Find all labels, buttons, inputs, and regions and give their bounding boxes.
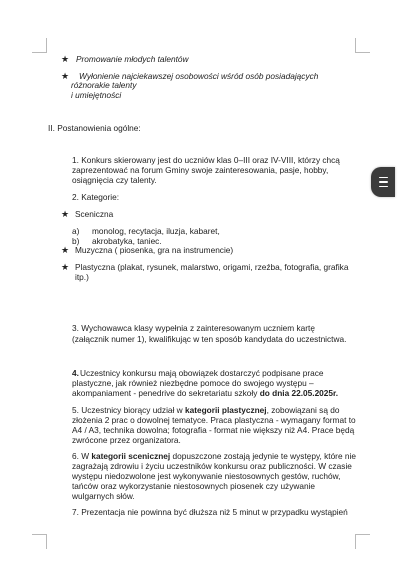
category-plastyczna-line-2: itp.) bbox=[75, 272, 89, 282]
paragraph-1-line-1: 1. Konkurs skierowany jest do uczniów klas 0–III oraz IV-VIII, którzy chcą bbox=[72, 155, 340, 165]
paragraph-5-line-1: 5. Uczestnicy biorący udział w kategorii plastycznej, zobowiązani są do bbox=[72, 405, 340, 415]
sub-item-b: akrobatyka, taniec. bbox=[92, 236, 162, 246]
goal-item-2-line-3: i umiejętności bbox=[71, 90, 122, 100]
paragraph-3-line-2: (załącznik numer 1), kwalifikując w ten sposób kandydata do uczestnictwa. bbox=[72, 334, 347, 344]
paragraph-5-line-3: A4 / A3, technika dowolna; fotografia - format nie większy niż A4. Prace będą bbox=[72, 425, 355, 435]
category-sceniczna: Sceniczna bbox=[75, 209, 114, 219]
paragraph-6-line-2: zagrażają zdrowiu i życiu uczestników konkursu oraz publiczności. W czasie bbox=[72, 461, 352, 471]
star-bullet-icon: ★ bbox=[61, 209, 70, 219]
paragraph-4-line-1: Uczestnicy konkursu mają obowiązek dostarczyć podpisane prace bbox=[80, 368, 324, 378]
paragraph-5-line-4: zwrócone przez organizatora. bbox=[72, 435, 181, 445]
category-plastyczna-line-1: Plastyczna (plakat, rysunek, malarstwo, origami, rzeźba, fotografia, grafika bbox=[75, 262, 349, 272]
sub-item-a: monolog, recytacja, iluzja, kabaret, bbox=[92, 226, 220, 236]
paragraph-3-line-1: 3. Wychowawca klasy wypełnia z zainteresowanym uczniem kartę bbox=[72, 323, 315, 333]
paragraph-6-line-1: 6. W kategorii scenicznej dopuszczone zostają jedynie te występy, które nie bbox=[72, 451, 356, 461]
paragraph-6-line-5: wulgarnych słów. bbox=[72, 491, 135, 501]
paragraph-1-line-3: osiągnięcia czy talenty. bbox=[72, 175, 157, 185]
paragraph-5-line-2: złożenia 2 prac o dowolnej tematyce. Praca plastyczna - wymagany format to bbox=[72, 415, 356, 425]
crop-mark-bottom-left bbox=[32, 534, 47, 549]
sub-item-marker-b: b) bbox=[72, 236, 80, 246]
goal-item-1: Promowanie młodych talentów bbox=[76, 54, 189, 64]
paragraph-4-line-3: akompaniament - penedrive do sekretariatu szkoły do dnia 22.05.2025r. bbox=[72, 388, 339, 398]
paragraph-4-line-2: plastyczne, jak również niezbędne pomoce do swojego występu – bbox=[72, 378, 314, 388]
paragraph-6-line-4: tańców oraz wykorzystanie niestosownych piosenek czy używanie bbox=[72, 481, 316, 491]
crop-mark-bottom-right bbox=[355, 534, 370, 549]
star-bullet-icon: ★ bbox=[61, 262, 70, 272]
paragraph-4-number: 4. bbox=[72, 368, 79, 378]
crop-mark-top-right bbox=[355, 38, 370, 53]
goal-item-2-line-1: Wyłonienie najciekawszej osobowości wśród osób posiadających bbox=[79, 71, 319, 81]
scroll-handle-menu-icon[interactable] bbox=[371, 167, 395, 197]
category-plastyczna-emphasis: kategorii plastycznej bbox=[184, 405, 267, 415]
section-heading: II. Postanowienia ogólne: bbox=[48, 123, 141, 133]
paragraph-6-line-3: występu niedozwolone jest wykonywanie niestosownych gestów, ruchów, bbox=[72, 471, 341, 481]
star-bullet-icon: ★ bbox=[61, 54, 70, 64]
star-bullet-icon: ★ bbox=[61, 245, 70, 255]
paragraph-1-line-2: zaprezentować na forum Gminy swoje zainteresowania, pasje, hobby, bbox=[72, 165, 329, 175]
sub-item-marker-a: a) bbox=[72, 226, 80, 236]
goal-item-2-line-2: różnorakie talenty bbox=[71, 80, 137, 90]
paragraph-7: 7. Prezentacja nie powinna być dłuższa niż 5 minut w przypadku wystąpień bbox=[72, 507, 348, 517]
crop-mark-top-left bbox=[32, 38, 47, 53]
deadline-date: do dnia 22.05.2025r. bbox=[259, 388, 339, 398]
paragraph-2: 2. Kategorie: bbox=[72, 192, 120, 202]
star-bullet-icon: ★ bbox=[61, 71, 70, 81]
category-sceniczna-emphasis: kategorii scenicznej bbox=[91, 451, 171, 461]
category-muzyczna: Muzyczna ( piosenka, gra na instrumencie) bbox=[75, 245, 234, 255]
